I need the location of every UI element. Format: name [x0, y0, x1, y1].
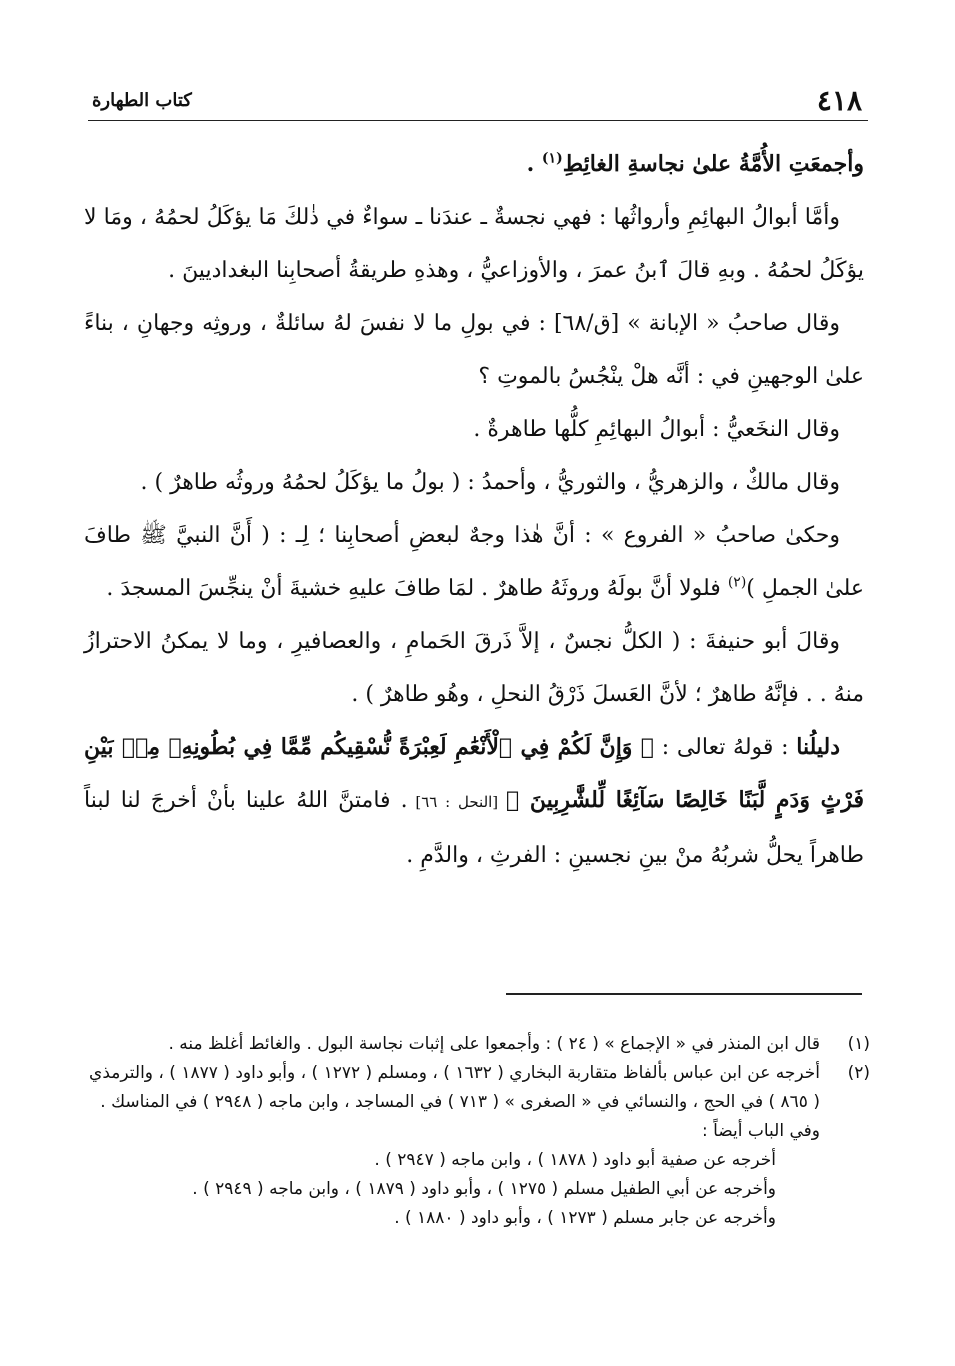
paragraph-abu-hanifa: وقالَ أبو حنيفةَ : ( الكلُّ نجسٌ ، إلاَّ ذَرقَ الحَمامِ ، والعصافيرِ ، وما لا يمكنُ الاحترازُ منهُ . . فإنَّهُ طاهرٌ ؛ لأنَّ العَسلَ ذَرْقُ النحلِ ، وهُو طاهرٌ ) . — [84, 629, 864, 707]
evidence-lead: دليلُنا — [796, 734, 840, 760]
footnote-2 — [86, 1059, 870, 1233]
paragraph-furu — [84, 509, 864, 615]
footnote-text: قال ابن المنذر في « الإجماع » ( ٢٤ ) : وأجمعوا على إثبات نجاسة البول . والغائط أغلظ منه . — [168, 1034, 820, 1054]
evidence-text: . فامتنَّ اللهُ علينا بأنْ أخرجَ لنا لبناً طاهراً يحلُّ شربُهُ منْ بينِ نجسينِ : الفرثِ ، والدَّمِ . — [84, 788, 864, 868]
paragraph-end: . — [526, 151, 542, 177]
footnote-subline: أخرجه عن صفية أبو داود ( ١٨٧٨ ) ، وابن ماجه ( ٢٩٤٧ ) . — [374, 1150, 776, 1170]
footnote-divider — [506, 993, 862, 995]
paragraph-nakhai: وقال النخَعيُّ : أبوالُ البهائِمِ كلُّها طاهرةٌ . — [473, 417, 840, 442]
paragraph-text-cont: فلولا أنَّ بولَهُ وروثَهُ طاهرٌ . لمَا طافَ عليهِ خشيةَ أنْ ينجِّسَ المسجدَ . — [106, 576, 728, 601]
running-title: كتاب الطهارة — [92, 90, 192, 111]
main-text — [84, 138, 864, 882]
footnote-subline: وأخرجه عن جابر مسلم ( ١٢٧٣ ) ، وأبو داود ( ١٨٨٠ ) . — [394, 1208, 776, 1228]
footnote-number: (١) — [847, 1034, 870, 1054]
footnote-number: (٢) — [847, 1063, 870, 1083]
footnote-ref-1: (١) — [541, 150, 563, 167]
footnote-1 — [86, 1030, 870, 1059]
footnote-subline: وأخرجه عن أبي الطفيل مسلم ( ١٢٧٥ ) ، وأبو داود ( ١٨٧٩ ) ، وابن ماجه ( ٢٩٤٩ ) . — [192, 1179, 776, 1199]
footnote-text: أخرجه عن ابن عباس بألفاظ متقاربة البخاري ( ١٦٣٢ ) ، ومسلم ( ١٢٧٢ ) ، وأبو داود ( ١٨٧٧ ) ، والترمذي ( ٨٦٥ ) في الحج ، والنسائي في « الصغرى » ( ٧١٣ ) في المساجد ، وابن ماجه ( ٢٩٤٨ ) في المناسك . وفي الباب أيضاً : — [89, 1063, 820, 1141]
paragraph-ibana: وقال صاحبُ « الإبانة » [ق/٦٨] : في بولِ ما لا نفسَ لهُ سائلةٌ ، وروثِه وجهانِ ، بناءً علىٰ الوجهينِ في : أنَّه هلْ ينْجُسُ بالموتِ ؟ — [84, 311, 864, 389]
paragraph-malik: وقال مالكٌ ، والزهريُّ ، والثوريُّ ، وأحمدُ : ( بولُ ما يؤكَلُ لحمُهُ وروثُه طاهرٌ ) . — [140, 470, 840, 495]
evidence-intro: : قولهُ تعالى : — [654, 735, 797, 760]
verse-reference: [النحل : ٦٦] — [407, 793, 506, 811]
quran-verse: ﴿ وَإِنَّ لَكُمْ فِي ٱلْأَنْعَٰمِ لَعِبْرَةً نُّسْقِيكُم مِّمَّا فِي بُطُونِهِۦ مِنۢ بَيْنِ فَرْثٍ وَدَمٍ لَّبَنًا خَالِصًا سَآئِغًا لِّلشَّٰرِبِينَ ﴾ — [84, 734, 865, 813]
paragraph-evidence — [84, 721, 864, 882]
page-header — [88, 84, 868, 121]
paragraph-text: وحكىٰ صاحبُ « الفروع » : أنَّ هٰذا وجهٌ لبعضِ أصحابِنا ؛ لِـ : ( أَنَّ النبيَّ ﷺ طافَ علىٰ الجملِ ) — [84, 523, 864, 601]
page-number: ٤١٨ — [816, 84, 862, 117]
paragraph-text: وأجمعَتِ الأُمَّةُ علىٰ نجاسةِ الغائِطِ — [562, 151, 864, 177]
paragraph-animal-urine: وأمَّا أبوالُ البهائِمِ وأرواثُها : فهي نجسةٌ ـ عندَنا ـ سواءٌ في ذٰلكَ مَا يؤكَلُ لحمُهُ ، ومَا لا يؤكَلُ لحمُهُ . وبهِ قالَ ٱبنُ عمرَ ، والأوزاعيُّ ، وهذهِ طريقةُ أصحابِنا البغداديينَ . — [84, 205, 864, 283]
footnote-ref-2: (٢) — [727, 574, 747, 591]
footnotes — [86, 1030, 870, 1233]
paragraph-consensus — [84, 138, 864, 191]
